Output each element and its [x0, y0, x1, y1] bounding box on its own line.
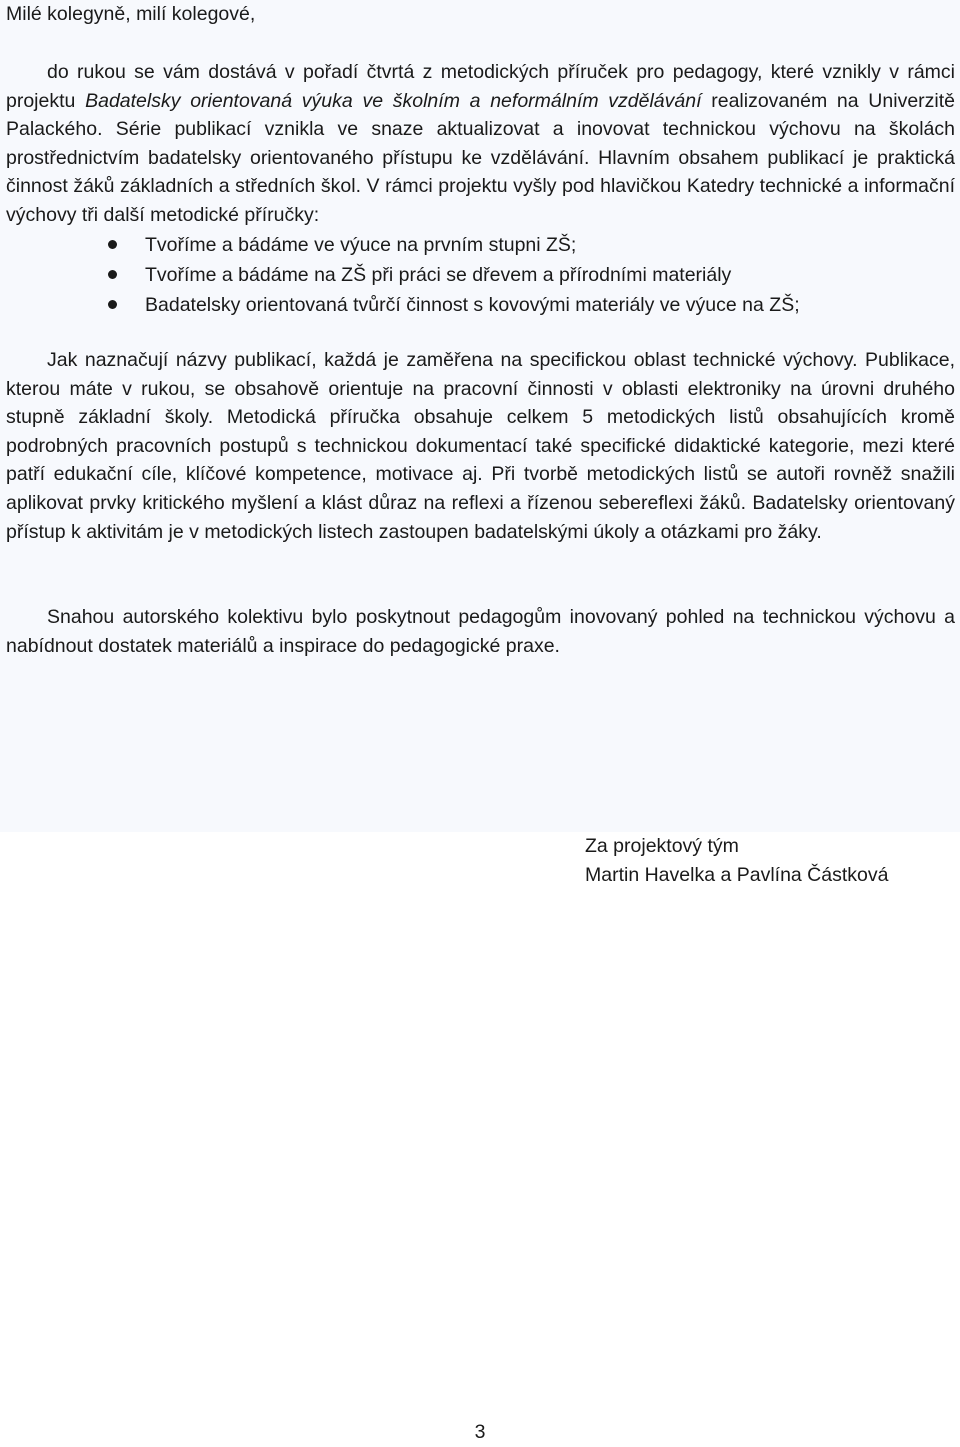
list-item-text: Tvoříme a bádáme ve výuce na prvním stupni ZŠ;	[145, 234, 577, 256]
bullet-icon	[108, 240, 117, 249]
list-item	[108, 230, 948, 260]
greeting: Milé kolegyně, milí kolegové,	[6, 3, 256, 25]
bullet-icon	[108, 270, 117, 279]
list-item	[108, 260, 948, 290]
signature-block	[585, 832, 945, 889]
body-paragraph: Jak naznačují názvy publikací, každá je zaměřena na specifickou oblast technické výchovy. Publikace, kterou máte v rukou, se obsahově orientuje na pracovní činnosti v oblasti elektroniky na úrovni druhého stupně základní školy. Metodická příručka obsahuje celkem 5 metodických listů obsahujících kromě podrobných pracovních postupů s technickou dokumentací také specifické didaktické kategorie, mezi které patří edukační cíle, klíčové kompetence, motivace aj. Při tvorbě metodických listů se autoři rovněž snažili aplikovat prvky kritického myšlení a klást důraz na reflexi a řízenou sebereflexi žáků. Badatelsky orientovaný přístup k aktivitám je v metodických listech zastoupen badatelskými úkoly a otázkami pro žáky.	[6, 349, 955, 543]
list-item-text: Tvoříme a bádáme na ZŠ při práci se dřevem a přírodními materiály	[145, 264, 732, 286]
intro-paragraph	[6, 58, 955, 230]
signature-names: Martin Havelka a Pavlína Částková	[585, 863, 889, 886]
bullet-icon	[108, 300, 117, 309]
list-item-text: Badatelsky orientovaná tvůrčí činnost s kovovými materiály ve výuce na ZŠ;	[145, 294, 800, 316]
closing-paragraph: Snahou autorského kolektivu bylo poskytnout pedagogům inovovaný pohled na technickou výchovu a nabídnout dostatek materiálů a inspirace do pedagogické praxe.	[6, 606, 955, 657]
list-item	[108, 290, 948, 320]
project-title: Badatelsky orientovaná výuka ve školním a neformálním vzdělávání	[85, 89, 702, 112]
intro-text-start: do rukou se vám dostává v pořadí čtvrtá z metodických příruček pro pedagogy, které vznikly v rámci projektu	[6, 61, 955, 112]
page-number: 3	[474, 1421, 486, 1443]
handbook-list	[108, 230, 948, 320]
intro-text-end: realizovaném na Univerzitě Palackého. Série publikací vznikla ve snaze aktualizovat a inovovat technickou výchovu na školách prostřednictvím badatelsky orientovaného přístupu ke vzdělávání. Hlavním obsahem publikací je praktická činnost žáků základních a středních škol. V rámci projektu vyšly pod hlavičkou Katedry technické a informační výchovy tři další metodické příručky:	[6, 89, 955, 226]
signature-line: Za projektový tým	[585, 835, 739, 857]
